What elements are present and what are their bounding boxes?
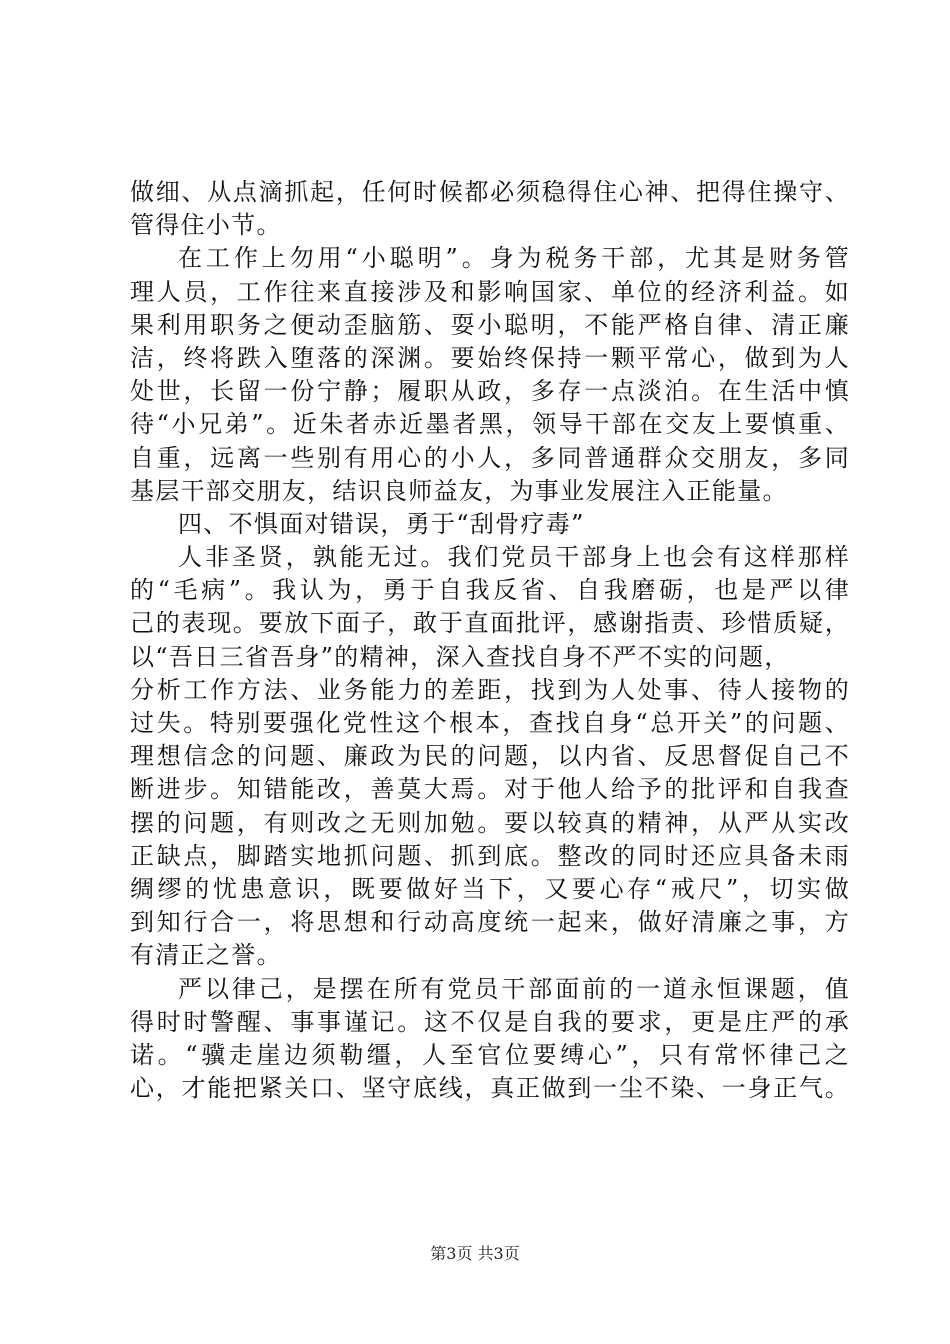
page-number: 第3页 共3页 [430, 1244, 520, 1263]
text-line: 断进步。知错能改，善莫大焉。对于他人给予的批评和自我查 [130, 775, 850, 804]
text-line: 正缺点，脚踏实地抓问题、抓到底。整改的同时还应具备未雨 [130, 841, 850, 870]
text-line: 管得住小节。 [130, 211, 282, 240]
page-footer [0, 1242, 950, 1266]
text-line: 得时时警醒、事事谨记。这不仅是自我的要求，更是庄严的承 [130, 1007, 850, 1036]
text-line: 心，才能把紧关口、坚守底线，真正做到一尘不染、一身正气。 [130, 1074, 850, 1103]
paragraph-first-line: 严以律己，是摆在所有党员干部面前的一道永恒课题，值 [178, 974, 850, 1003]
text-line: 过失。特别要强化党性这个根本，查找自身“总开关”的问题、 [130, 709, 850, 737]
text-line: 到知行合一，将思想和行动高度统一起来，做好清廉之事，方 [130, 908, 850, 937]
text-line: 的“毛病”。我认为，勇于自我反省、自我磨砺，也是严以律 [130, 576, 850, 605]
text-line: 有清正之誉。 [130, 941, 282, 970]
text-line: 绸缪的忧患意识，既要做好当下，又要心存“戒尺”，切实做 [130, 874, 850, 903]
text-line: 分析工作方法、业务能力的差距，找到为人处事、待人接物的 [130, 675, 850, 704]
text-line: 自重，远离一些别有用心的小人，多同普通群众交朋友，多同 [130, 443, 850, 472]
text-line: 待“小兄弟”。近朱者赤近墨者黑，领导干部在交友上要慎重、 [130, 410, 850, 439]
text-line: 基层干部交朋友，结识良师益友，为事业发展注入正能量。 [130, 476, 788, 505]
body-text [130, 176, 850, 1105]
text-line: 做细、从点滴抓起，任何时候都必须稳得住心神、把得住操守、 [130, 178, 850, 206]
text-line: 理想信念的问题、廉政为民的问题，以内省、反思督促自己不 [130, 742, 850, 771]
section-heading: 四、不惧面对错误，勇于“刮骨疗毒” [178, 509, 585, 538]
text-line: 以“吾日三省吾身”的精神，深入查找自身不严不实的问题， [130, 642, 790, 671]
text-line: 理人员，工作往来直接涉及和影响国家、单位的经济利益。如 [130, 277, 850, 306]
text-line: 果利用职务之便动歪脑筋、耍小聪明，不能严格自律、清正廉 [130, 310, 850, 339]
text-line: 诺。“骥走崖边须勒缰，人至官位要缚心”，只有常怀律己之 [130, 1040, 850, 1069]
text-line: 摆的问题，有则改之无则加勉。要以较真的精神，从严从实改 [130, 808, 850, 837]
paragraph-first-line: 在工作上勿用“小聪明”。身为税务干部，尤其是财务管 [178, 244, 850, 273]
text-line: 己的表现。要放下面子，敢于直面批评，感谢指责、珍惜质疑， [130, 609, 850, 638]
text-line: 洁，终将跌入堕落的深渊。要始终保持一颗平常心，做到为人 [130, 343, 850, 372]
paragraph-first-line: 人非圣贤，孰能无过。我们党员干部身上也会有这样那样 [178, 543, 850, 572]
text-line: 处世，长留一份宁静；履职从政，多存一点淡泊。在生活中慎 [130, 377, 850, 406]
